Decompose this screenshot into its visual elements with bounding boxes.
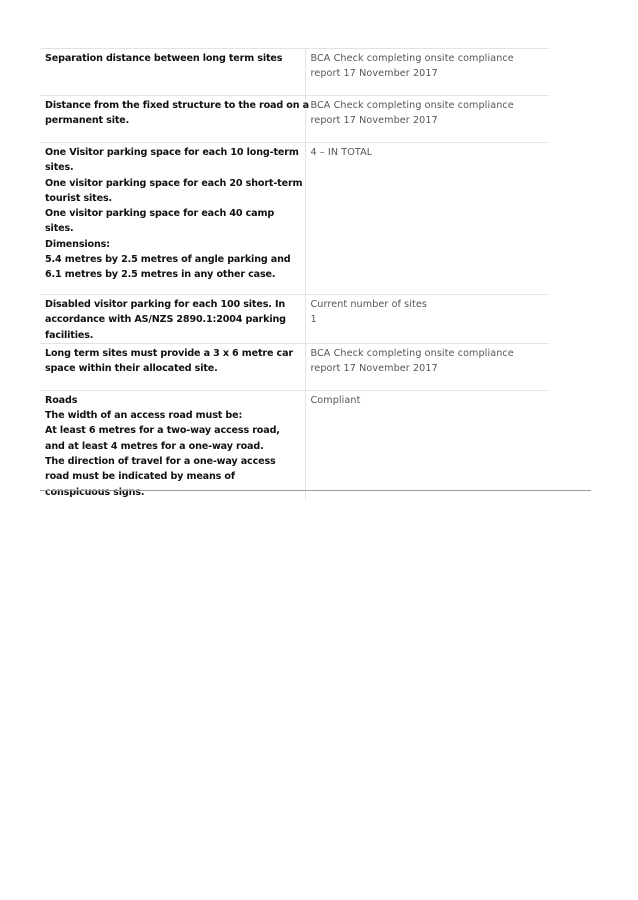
- table-bottom-rule: [40, 490, 591, 491]
- requirement-text: Disabled visitor parking for each 100 sites. In: [45, 299, 286, 310]
- status-cell: [305, 295, 549, 344]
- requirement-cell: [40, 143, 305, 295]
- requirement-text: space within their allocated site.: [45, 363, 218, 375]
- status-text: BCA Check completing onsite compliance: [310, 347, 514, 359]
- requirement-text: 6.1 metres by 2.5 metres in any other case.: [45, 269, 276, 281]
- compliance-table: [40, 48, 549, 500]
- requirement-text: road must be indicated by means of: [45, 471, 235, 483]
- status-cell: [305, 96, 549, 143]
- table-row: [40, 96, 549, 143]
- requirement-text: Long term sites must provide a 3 x 6 metre car: [45, 347, 293, 359]
- status-text: Compliant: [310, 394, 361, 406]
- requirement-text: sites.: [45, 223, 74, 235]
- requirement-text: Distance from the fixed structure to the road on a: [45, 100, 309, 111]
- requirement-cell: [40, 343, 305, 390]
- requirement-cell: [40, 49, 305, 96]
- table-row: [40, 143, 549, 295]
- status-cell: [305, 390, 549, 500]
- requirement-text: permanent site.: [45, 115, 130, 127]
- requirement-text: facilities.: [45, 329, 94, 341]
- table-row: [40, 49, 549, 96]
- status-cell: [305, 143, 549, 295]
- status-text: BCA Check completing onsite compliance: [310, 100, 514, 111]
- requirement-text: and at least 4 metres for a one-way road.: [45, 440, 264, 452]
- requirement-text: One visitor parking space for each 20 short-term: [45, 177, 303, 189]
- status-text: report 17 November 2017: [310, 363, 438, 375]
- requirement-text: sites.: [45, 162, 74, 174]
- requirement-text: One Visitor parking space for each 10 long-term: [45, 147, 299, 158]
- status-text: report 17 November 2017: [310, 68, 438, 80]
- requirement-text: At least 6 metres for a two-way access road,: [45, 425, 280, 437]
- requirement-text: conspicuous signs.: [45, 486, 145, 498]
- status-text: report 17 November 2017: [310, 115, 438, 127]
- requirement-text: Separation distance between long term sites: [45, 53, 283, 64]
- requirement-text: The width of an access road must be:: [45, 410, 243, 422]
- requirement-text: Dimensions:: [45, 238, 110, 250]
- table-row: [40, 343, 549, 390]
- table-row: [40, 390, 549, 500]
- status-cell: [305, 49, 549, 96]
- requirement-cell: [40, 96, 309, 143]
- requirement-text: Roads: [45, 394, 78, 406]
- status-text: 4 – IN TOTAL: [310, 147, 373, 158]
- requirement-text: The direction of travel for a one-way access: [45, 456, 276, 468]
- requirement-text: 5.4 metres by 2.5 metres of angle parking and: [45, 254, 291, 266]
- requirement-text: One visitor parking space for each 40 camp: [45, 208, 275, 220]
- status-text: Current number of sites: [310, 299, 427, 310]
- status-cell: [305, 343, 549, 390]
- requirement-cell: [40, 390, 305, 500]
- status-text: BCA Check completing onsite compliance: [310, 53, 514, 64]
- status-text: 1: [310, 314, 317, 326]
- requirement-text: accordance with AS/NZS 2890.1:2004 parking: [45, 314, 286, 326]
- requirement-cell: [40, 295, 305, 344]
- table-row: [40, 295, 549, 344]
- requirement-text: tourist sites.: [45, 192, 113, 204]
